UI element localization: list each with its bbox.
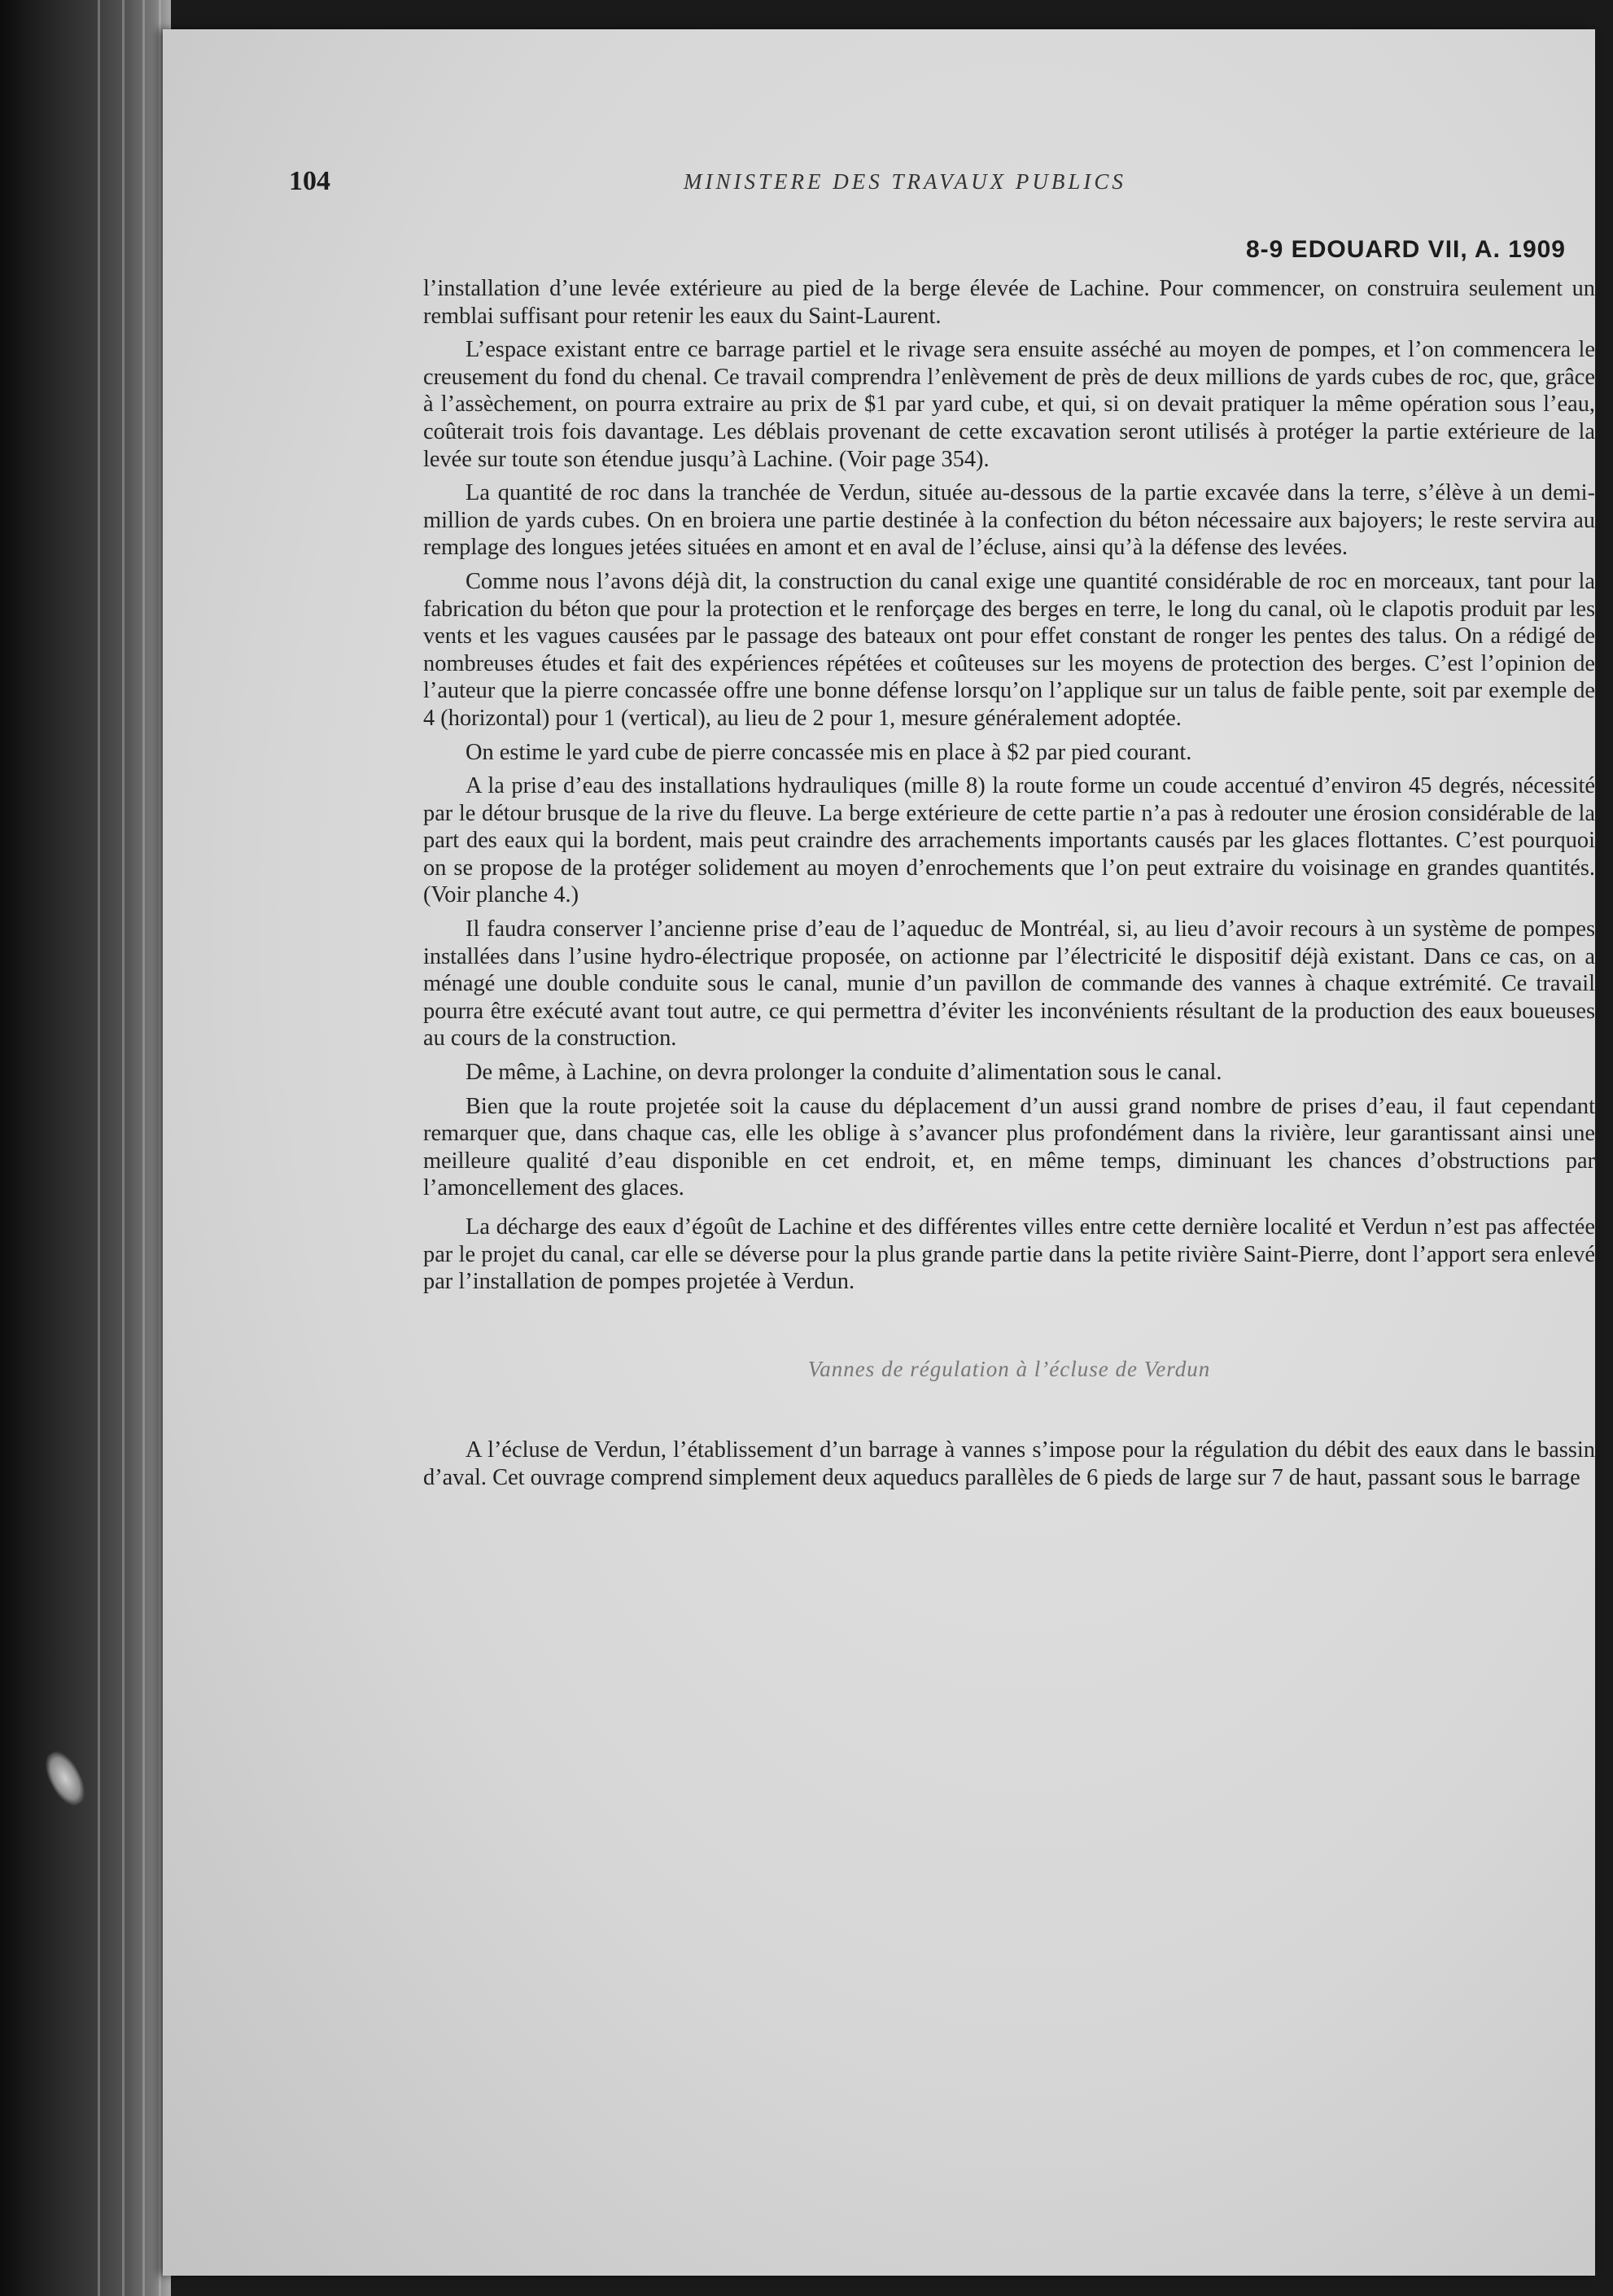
page-number: 104 (289, 166, 330, 196)
paragraph: La quantité de roc dans la tranchée de Verdun, située au-dessous de la partie excavée dans la terre, s’élève à un demi-million de yards cubes. On en broiera une partie destinée à la confection du béton nécessaire aux bajoyers; le reste servira au remplage des longues jetées situées en amont et en aval de l’écluse, ainsi qu’à la défense des levées. (423, 480, 1595, 561)
paragraph: La décharge des eaux d’égoût de Lachine et des différentes villes entre cette dernière localité et Verdun n’est pas affectée par le projet du canal, car elle se déverse pour la plus grande partie dans la petite rivière Saint-Pierre, dont l’apport sera enlevé par l’installation de pompes projetée à Verdun. (423, 1214, 1595, 1295)
binding-edge (122, 0, 125, 2296)
session-reference: 8-9 EDOUARD VII, A. 1909 (1245, 236, 1566, 263)
paragraph: l’installation d’une levée extérieure au pied de la berge élevée de Lachine. Pour commencer, on construira seulement un remblai suffisant pour retenir les eaux du Saint-Laurent. (423, 276, 1595, 329)
paragraph: On estime le yard cube de pierre concassée mis en place à $2 par pied courant. (466, 739, 1192, 765)
paragraph: Il faudra conserver l’ancienne prise d’eau de l’aqueduc de Montréal, si, au lieu d’avoir recours à un système de pompes installées dans l’usine hydro-électrique proposée, on actionne par l’électricité le dispositif déjà existant. Dans ce cas, on a ménagé une double conduite sous le canal, munie d’un pavillon de commande des vannes à chaque extrémité. Ce travail pourra être exécuté avant tout autre, ce qui permettra d’éviter les inconvénients résultant de la production des eaux boueuses au cours de la construction. (423, 916, 1595, 1052)
paragraph: Bien que la route projetée soit la cause du déplacement d’un aussi grand nombre de prises d’eau, il faut cependant remarquer que, dans chaque cas, elle les oblige à s’avancer plus profondément dans la rivière, leur garantissant ainsi une meilleure qualité d’eau disponible en cet endroit, et, en même temps, diminuant les chances d’obstructions par l’amoncellement des glaces. (423, 1093, 1595, 1201)
paragraph: A l’écluse de Verdun, l’établissement d’un barrage à vannes s’impose pour la régulation du débit des eaux dans le bassin d’aval. Cet ouvrage comprend simplement deux aqueducs parallèles de 6 pieds de large sur 7 de haut, passant sous le barrage (423, 1437, 1595, 1490)
paragraph: A la prise d’eau des installations hydrauliques (mille 8) la route forme un coude accentué d’environ 45 degrés, nécessité par le détour brusque de la rive du fleuve. La berge extérieure de cette partie n’a pas à redouter une érosion considérable de la part des eaux qui la bordent, mais peut craindre des arrachements importants causés par les glaces flottantes. C’est pourquoi on se propose de la protéger solidement au moyen d’enrochements que l’on peut extraire du voisinage en grandes quantités. (Voir planche 4.) (423, 773, 1595, 908)
paragraph: Comme nous l’avons déjà dit, la construction du canal exige une quantité considérable de roc en morceaux, tant pour la fabrication du béton que pour la protection et le renforçage des berges en terre, le long du canal, où le clapotis produit par les vents et les vagues causées par le passage des bateaux ont pour effet constant de ronger les pentes des talus. On a rédigé de nombreuses études et fait des expériences répétées et coûteuses sur les moyens de protection des berges. C’est l’opinion de l’auteur que la pierre concassée offre une bonne défense lorsqu’on l’applique sur un talus de faible pente, soit par exemple de 4 (horizontal) pour 1 (vertical), au lieu de 2 pour 1, mesure généralement adoptée. (423, 568, 1595, 731)
binding-edge (98, 0, 100, 2296)
paragraph: L’espace existant entre ce barrage partiel et le rivage sera ensuite asséché au moyen de pompes, et l’on commencera le creusement du fond du chenal. Ce travail comprendra l’enlèvement de près de deux millions de yards cubes de roc, que, grâce à l’assèchement, on pourra extraire au prix de $1 par yard cube, et qui, si on devait pratiquer la même opération sous l’eau, coûterait trois fois davantage. Les déblais provenant de cette excavation seront utilisés à protéger la partie extérieure de la levée sur toute son étendue jusqu’à Lachine. (Voir page 354). (423, 337, 1595, 472)
binding-edge (159, 0, 161, 2296)
paragraph: De même, à Lachine, on devra prolonger la conduite d’alimentation sous le canal. (466, 1060, 1222, 1086)
section-title: Vannes de régulation à l’écluse de Verdun (807, 1356, 1211, 1381)
book-binding (0, 0, 171, 2296)
body-text (423, 275, 1595, 1498)
running-head: MINISTERE DES TRAVAUX PUBLICS (684, 169, 1126, 194)
binding-edge (142, 0, 145, 2296)
